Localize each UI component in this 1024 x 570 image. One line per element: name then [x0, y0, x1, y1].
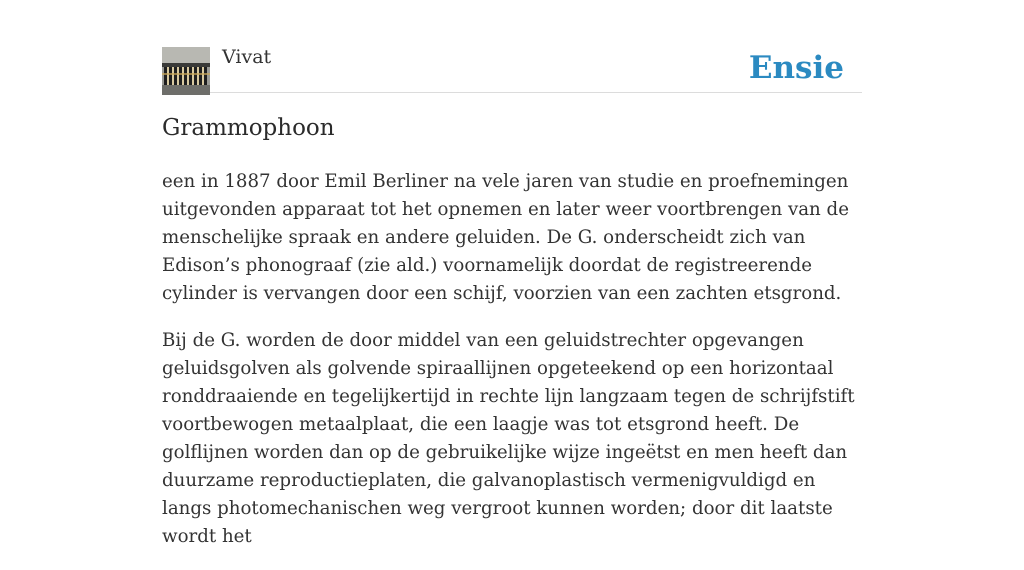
- article-paragraph: Bij de G. worden de door middel van een geluidstrechter opgevangen geluidsgolven als golvende spiraallijnen opgeteekend op een horizontaal ronddraaiende en tegelijkertijd in rechte lijn langzaam tegen de schrijfstift voortbewogen metaalplaat, die een laagje was tot etsgrond heeft. De golflijnen worden dan op de gebruikelijke wijze ingeëtst en men heeft dan duurzame reproductieplaten, die galvanoplastisch vermenigvuldigd en langs photomechanischen weg vergroot kunnen worden; door dit laatste wordt het: [162, 330, 855, 547]
- page-container: [162, 0, 862, 547]
- book-spines-avatar-icon: [162, 47, 210, 95]
- article-title: Grammophoon: [162, 115, 335, 141]
- article-body: [162, 168, 862, 570]
- header: [162, 0, 862, 93]
- brand-logo-link[interactable]: Ensie: [748, 50, 844, 86]
- article-paragraph: een in 1887 door Emil Berliner na vele jaren van studie en proefnemingen uitgevonden apparaat tot het opnemen en later weer voortbrengen van de menschelijke spraak en andere geluiden. De G. onderscheidt zich van Edison’s phonograaf (zie ald.) voornamelijk doordat de registreerende cylinder is vervangen door een schijf, voorzien van een zachten etsgrond.: [162, 171, 849, 304]
- avatar[interactable]: [162, 47, 210, 95]
- source-name[interactable]: Vivat: [222, 46, 272, 68]
